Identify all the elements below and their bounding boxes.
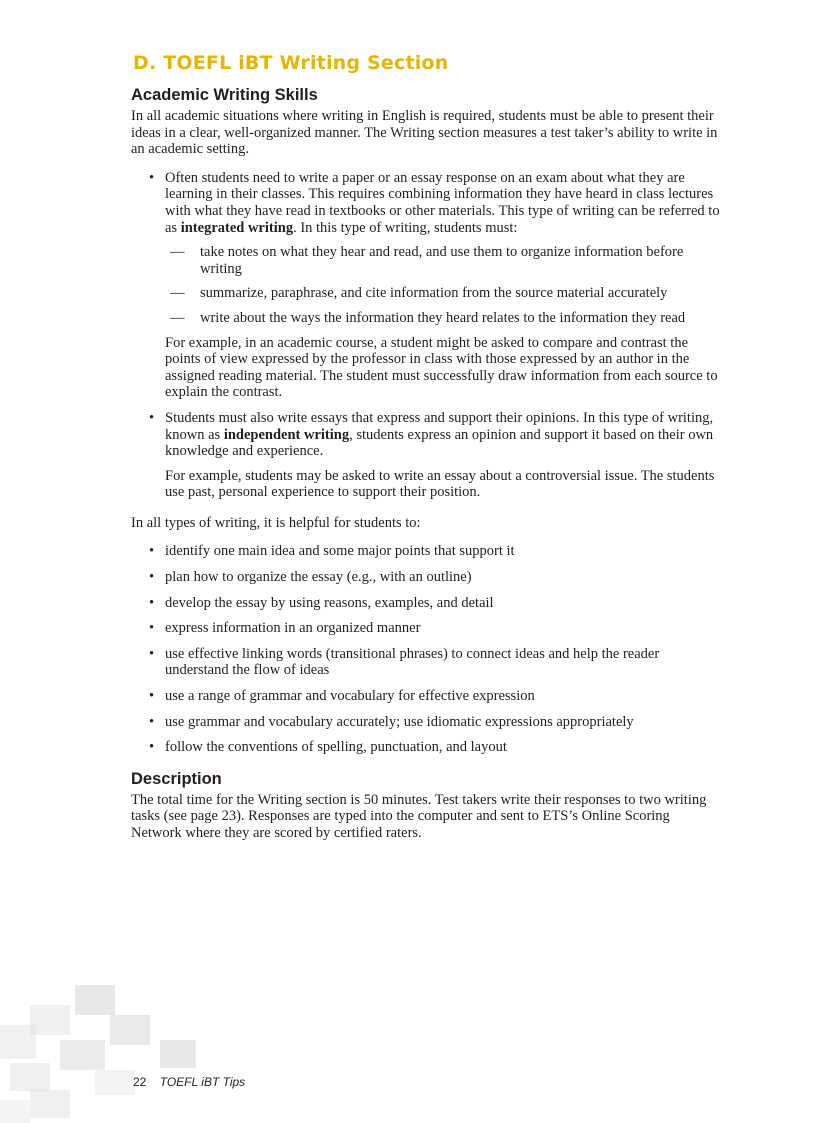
list-item-text: use grammar and vocabulary accurately; use idiomatic expressions appropriately xyxy=(165,713,634,730)
bullet-icon: • xyxy=(149,169,155,186)
bullet-icon: • xyxy=(149,594,155,611)
independent-text-before: Students must also write essays that express and support their opinions. In this type of writing, known as xyxy=(165,409,714,443)
dash-icon: — xyxy=(170,244,185,261)
list-item-text: use a range of grammar and vocabulary for effective expression xyxy=(165,688,535,705)
list-item xyxy=(149,645,721,679)
list-item xyxy=(170,285,721,302)
helpful-intro-paragraph: In all types of writing, it is helpful for students to: xyxy=(131,514,421,531)
integrated-text-before: Often students need to write a paper or an essay response on an exam about what they are learning in their classes. This requires combining information they have heard in class lectures with what they have read in textbooks or other materials. This type of writing can be referred to as xyxy=(165,169,720,236)
independent-writing-item xyxy=(149,409,721,501)
academic-writing-heading: Academic Writing Skills xyxy=(131,86,318,104)
dash-icon: — xyxy=(170,309,185,326)
page-number: 22 xyxy=(133,1075,147,1089)
list-item xyxy=(149,594,721,612)
page-content xyxy=(131,52,721,842)
independent-example-paragraph: For example, students may be asked to write an essay about a controversial issue. The students use past, personal experience to support their position. xyxy=(165,467,715,501)
integrated-requirements-list xyxy=(165,244,721,326)
section-title: D. TOEFL iBT Writing Section xyxy=(133,52,449,74)
list-item xyxy=(149,543,721,560)
list-item-text: plan how to organize the essay (e.g., with an outline) xyxy=(165,569,472,586)
list-item xyxy=(149,620,721,637)
bullet-icon: • xyxy=(149,409,155,426)
list-item-text: follow the conventions of spelling, punctuation, and layout xyxy=(165,739,507,756)
bullet-icon: • xyxy=(149,688,155,705)
description-paragraph: The total time for the Writing section is 50 minutes. Test takers write their responses to two writing tasks (see page 23). Responses are typed into the computer and sent to ETS’s Online Scoring Network where they are scored by certified raters. xyxy=(131,791,707,841)
bullet-icon: • xyxy=(149,620,155,637)
bullet-icon: • xyxy=(149,543,155,560)
list-item-text: write about the ways the information they heard relates to the information they read xyxy=(200,309,686,326)
bullet-icon: • xyxy=(149,713,155,730)
list-item xyxy=(170,309,721,327)
academic-intro-paragraph: In all academic situations where writing in English is required, students must be able to present their ideas in a clear, well-organized manner. The Writing section measures a test taker’s ability to write in an academic setting. xyxy=(131,108,718,158)
page-footer xyxy=(133,1075,245,1089)
list-item-text: use effective linking words (transitional phrases) to connect ideas and help the reader understand the flow of ideas xyxy=(165,645,660,679)
integrated-text-after: . In this type of writing, students must: xyxy=(293,219,518,236)
independent-text-after: , students express an opinion and support it based on their own knowledge and experience. xyxy=(165,426,714,460)
helpful-skills-list xyxy=(131,543,721,755)
list-item xyxy=(149,688,721,705)
list-item xyxy=(149,713,721,731)
list-item xyxy=(170,244,721,277)
running-title: TOEFL iBT Tips xyxy=(159,1075,246,1089)
list-item-text: summarize, paraphrase, and cite information from the source material accurately xyxy=(200,285,668,302)
list-item-text: identify one main idea and some major points that support it xyxy=(165,543,515,560)
integrated-writing-term: integrated writing xyxy=(180,219,294,236)
integrated-writing-item xyxy=(149,169,721,401)
writing-types-list xyxy=(131,170,721,501)
list-item-text: take notes on what they hear and read, and use them to organize information before writing xyxy=(200,244,684,277)
description-heading: Description xyxy=(131,769,222,788)
list-item-text: express information in an organized manner xyxy=(165,620,421,637)
list-item-text: develop the essay by using reasons, examples, and detail xyxy=(165,594,494,611)
integrated-example-paragraph: For example, in an academic course, a student might be asked to compare and contrast the points of view expressed by the professor in class with those expressed by an author in the assigned reading material. The student must successfully draw information from each source to explain the contrast. xyxy=(165,334,718,401)
bullet-icon: • xyxy=(149,645,155,662)
corner-decoration xyxy=(0,985,200,1123)
bullet-icon: • xyxy=(149,739,155,756)
dash-icon: — xyxy=(170,285,185,302)
list-item xyxy=(149,569,721,586)
independent-writing-term: independent writing xyxy=(223,426,350,443)
bullet-icon: • xyxy=(149,569,155,586)
list-item xyxy=(149,739,721,756)
